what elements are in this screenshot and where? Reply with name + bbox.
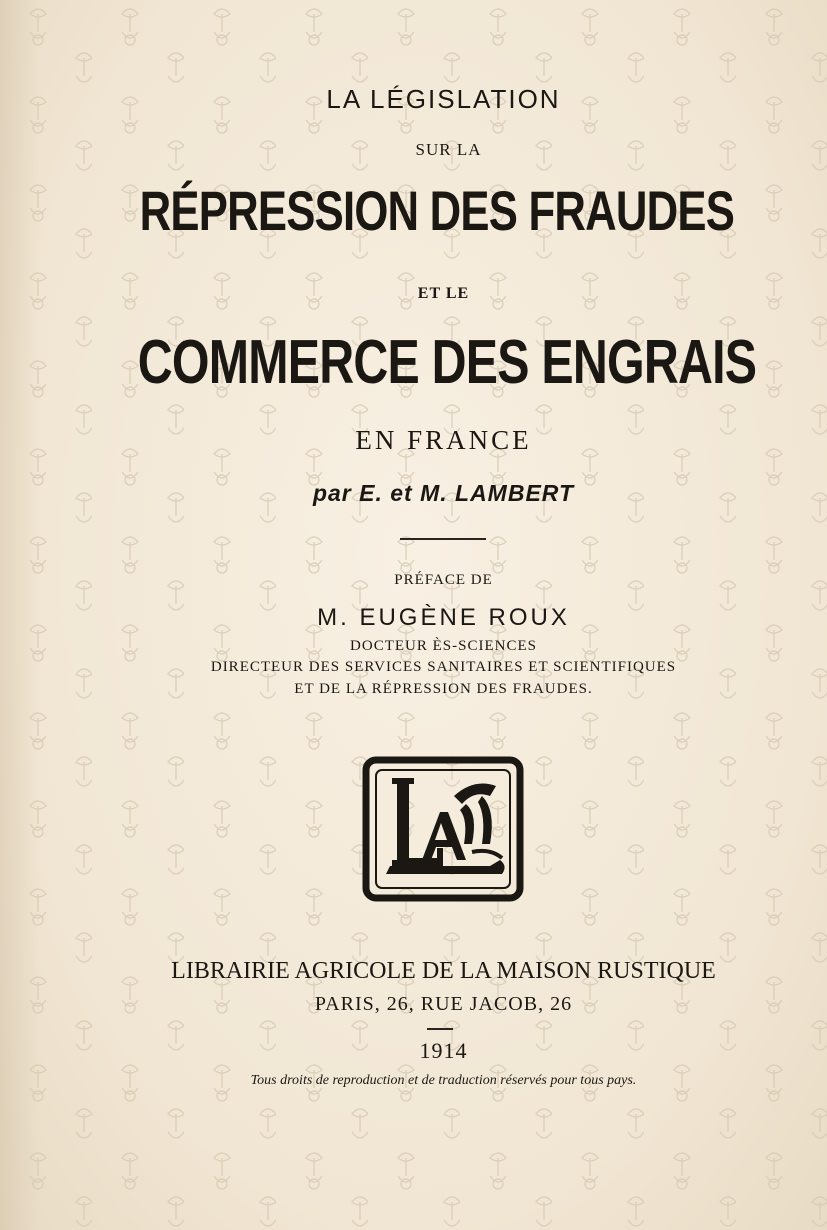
publisher-address: PARIS, 26, RUE JACOB, 26 — [314, 993, 573, 1015]
preface-credential-3: ET DE LA RÉPRESSION DES FRAUDES. — [294, 681, 593, 697]
publication-year: 1914 — [419, 1038, 468, 1063]
title-line-commerce: COMMERCE DES ENGRAIS — [137, 328, 757, 397]
title-line-sur-la: SUR LA — [415, 140, 482, 159]
year-divider-rule — [427, 1028, 453, 1030]
publisher-monogram-icon — [362, 756, 524, 902]
preface-credential-2: DIRECTEUR DES SERVICES SANITAIRES ET SCIENTIFIQUES — [210, 659, 677, 675]
authors-line: par E. et M. LAMBERT — [312, 480, 575, 506]
preface-author-name: M. EUGÈNE ROUX — [317, 604, 570, 631]
preface-label: PRÉFACE DE — [394, 572, 493, 588]
title-line-et-le: ET LE — [417, 285, 470, 302]
publisher-name: LIBRAIRIE AGRICOLE DE LA MAISON RUSTIQUE — [171, 958, 716, 984]
title-line-repression: RÉPRESSION DES FRAUDES — [139, 179, 735, 242]
title-line-en-france: EN FRANCE — [355, 425, 532, 455]
preface-credential-1: DOCTEUR ÈS-SCIENCES — [350, 638, 537, 654]
rights-notice: Tous droits de reproduction et de traduction réservés pour tous pays. — [250, 1073, 637, 1088]
title-line-legislation: LA LÉGISLATION — [326, 84, 561, 114]
divider-rule — [400, 538, 486, 540]
